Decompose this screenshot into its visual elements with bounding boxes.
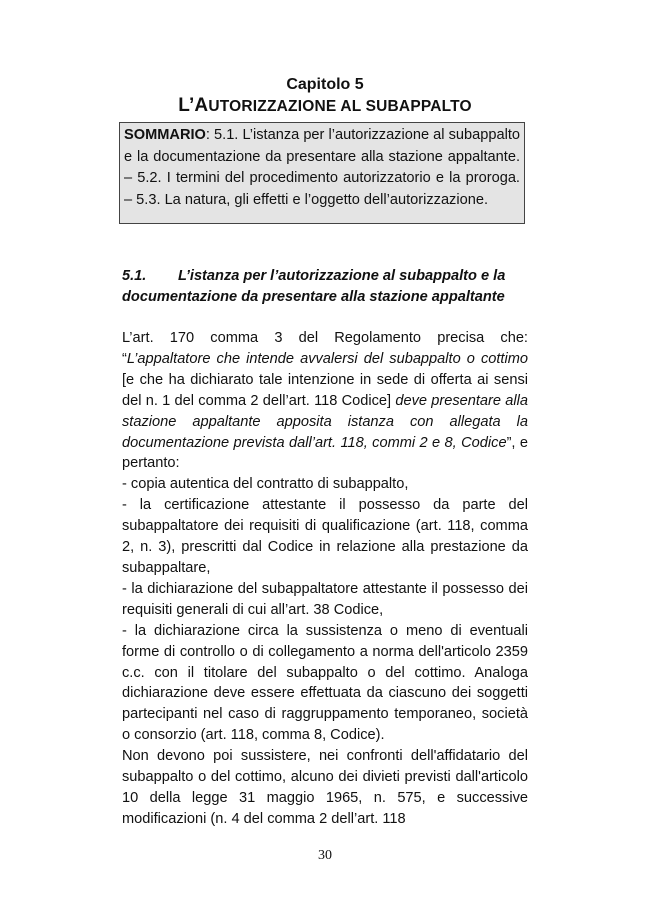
p1-part-d: deve presentare alla stazione appaltante apposita istanza con allegata la documentazione prevista dall’art. 118, commi 2 e 8, Codice xyxy=(122,392,528,451)
section-heading xyxy=(122,266,528,308)
list-item: - la dichiarazione del subappaltatore attestante il possesso dei requisiti generali di cui all’art. 38 Codice, xyxy=(122,580,528,618)
list-item: - la dichiarazione circa la sussistenza o meno di eventuali forme di controllo o di collegamento a norma dell'articolo 2359 c.c. con il titolare del subappalto o del cottimo. Analoga dichiarazione deve essere effettuata da ciascuno dei soggetti partecipanti nel caso di raggruppamento temporaneo, società o consorzio (art. 118, comma 8, Codice). xyxy=(122,622,528,744)
summary-text: : 5.1. L’istanza per l’autorizzazione al subappalto e la documentazione da presentare alla stazione appaltante. – 5.2. I termini del procedimento autorizzatorio e la proroga. – 5.3. La natura, gli effetti e l’oggetto dell’autorizzazione. xyxy=(124,127,520,208)
chapter-title-rest: UTORIZZAZIONE AL SUBAPPALTO xyxy=(208,98,472,115)
section-number: 5.1. xyxy=(122,268,147,284)
page-number: 30 xyxy=(318,848,332,863)
p1-part-e: ”, e pertanto: xyxy=(122,434,528,472)
chapter-title xyxy=(0,95,650,117)
summary-lead: SOMMARIO xyxy=(124,127,206,143)
body-text xyxy=(122,328,528,830)
chapter-title-first: L’A xyxy=(178,95,209,116)
p1-part-c: [e che ha dichiarato tale intenzione in sede di offerta ai sensi del n. 1 del comma 2 dell’art. 118 Codice] xyxy=(122,371,528,409)
section-title: L’istanza per l’autorizzazione al subappalto e la documentazione da presentare alla stazione appaltante xyxy=(122,268,506,305)
summary-box xyxy=(119,122,525,224)
paragraph-1 xyxy=(122,328,528,474)
p1-part-b: L’appaltatore che intende avvalersi del subappalto o cottimo xyxy=(126,350,528,367)
paragraph-2: Non devono poi sussistere, nei confronti dell'affidatario del subappalto o del cottimo, alcuno dei divieti previsti dall'articolo 10 della legge 31 maggio 1965, n. 575, e successive modificazioni (n. 4 del comma 2 dell’art. 118 xyxy=(122,748,528,827)
p1-part-a: L’art. 170 comma 3 del Regolamento precisa che: “ xyxy=(122,330,528,367)
chapter-label: Capitolo 5 xyxy=(286,76,364,93)
list-item: - copia autentica del contratto di subappalto, xyxy=(122,476,409,493)
list-item: - la certificazione attestante il possesso da parte del subappaltatore dei requisiti di qualificazione (art. 118, comma 2, n. 3), prescritti dal Codice in relazione alla prestazione da subappaltare, xyxy=(122,497,528,576)
